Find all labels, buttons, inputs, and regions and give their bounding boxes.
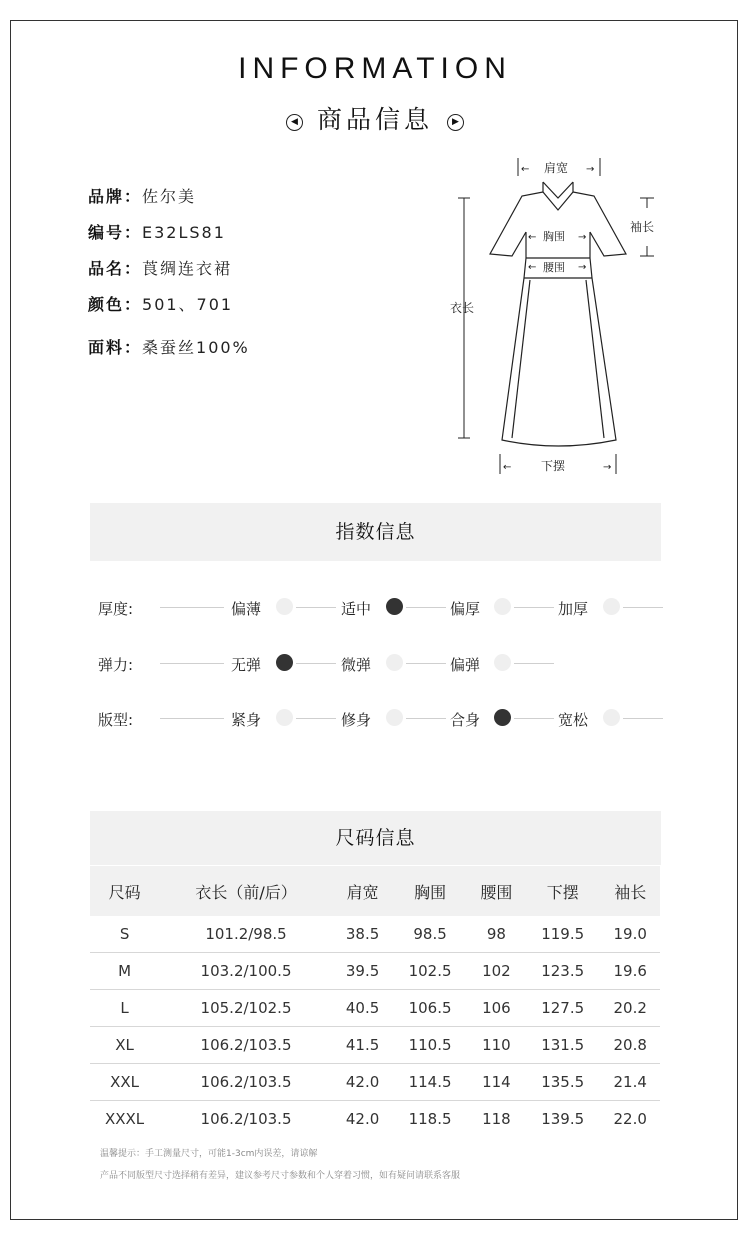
size-table [90,866,660,1137]
table-cell: 135.5 [525,1064,601,1101]
info-value: 佐尔美 [142,187,197,206]
track-line [160,663,224,664]
table-cell: XL [90,1027,159,1064]
table-cell: 98 [468,916,525,953]
option-label: 合身 [450,711,481,729]
table-cell: 19.0 [600,916,660,953]
label-length: 衣长 [450,301,475,315]
subtitle-text: 商品信息 [316,105,433,134]
arrow-right-icon: ▶ [447,114,464,131]
option-label: 宽松 [558,711,589,729]
option-dot [603,598,620,615]
table-cell: M [90,953,159,990]
table-cell: 123.5 [525,953,601,990]
option-label: 微弹 [341,656,372,674]
svg-text:→: → [578,232,587,243]
dress-diagram [440,150,680,490]
info-code [88,220,226,243]
table-cell: 118 [482,1110,511,1128]
table-cell: 114 [468,1064,525,1101]
col-length: 衣长（前/后） [159,866,333,916]
option-label: 偏弹 [450,656,481,674]
table-cell: L [90,990,159,1027]
track-line [296,607,336,608]
track-line [296,718,336,719]
size-title: 尺码信息 [90,811,661,865]
table-cell: 20.8 [600,1027,660,1064]
table-cell: 110 [468,1027,525,1064]
option-label: 修身 [341,711,372,729]
svg-text:→: → [578,262,587,273]
option-label: 偏厚 [450,600,481,618]
svg-text:←: ← [528,262,537,273]
option-dot [603,709,620,726]
index-row-thickness [98,598,668,622]
track-line [160,607,224,608]
track-line [514,607,554,608]
table-cell: 106.2/103.5 [159,1027,333,1064]
index-title: 指数信息 [90,503,661,561]
table-header-row [90,866,660,916]
info-value: 501、701 [142,295,234,314]
info-name [88,256,232,279]
table-cell: 42.0 [345,1110,380,1128]
table-cell: 22.0 [613,1110,647,1128]
option-label: 适中 [341,600,372,618]
table-cell: XXL [90,1064,159,1101]
index-label: 版型: [98,711,134,729]
option-dot [386,709,403,726]
option-dot [276,598,293,615]
table-cell: XXXL [104,1110,145,1128]
dress-outline [490,182,626,446]
svg-text:←: ← [503,462,512,473]
table-cell: 40.5 [333,990,392,1027]
table-row [90,1027,660,1064]
option-dot [386,654,403,671]
table-cell: 39.5 [333,953,392,990]
index-label: 厚度: [98,600,134,618]
table-cell: 42.0 [333,1064,392,1101]
track-line [623,607,663,608]
option-label: 无弹 [231,656,262,674]
note-tip: 温馨提示：手工测量尺寸，可能1-3cm内误差，请谅解 [100,1149,318,1159]
info-brand [88,184,196,207]
info-label: 品牌： [88,187,143,206]
col-hem: 下摆 [525,866,601,916]
table-cell: 103.2/100.5 [159,953,333,990]
col-waist: 腰围 [468,866,525,916]
label-chest: 胸围 [543,230,565,243]
option-dot [494,654,511,671]
track-line [406,718,446,719]
option-label: 偏薄 [231,600,262,618]
note-advice: 产品不同版型尺寸选择稍有差异，建议参考尺寸参数和个人穿着习惯，如有疑问请联系客服 [100,1171,461,1181]
svg-text:←: ← [521,164,530,175]
track-line [296,663,336,664]
table-cell: 38.5 [333,916,392,953]
option-dot [494,598,511,615]
option-label: 紧身 [231,711,262,729]
table-row [90,916,660,953]
track-line [514,663,554,664]
info-color [88,292,233,315]
index-row-elasticity [98,654,668,678]
table-cell: 20.2 [600,990,660,1027]
table-row [90,1101,660,1138]
table-cell: 102 [468,953,525,990]
table-cell: 102.5 [392,953,468,990]
table-cell: 106.2/103.5 [200,1110,292,1128]
table-cell: 119.5 [525,916,601,953]
track-line [514,718,554,719]
table-cell: 106.5 [392,990,468,1027]
track-line [406,607,446,608]
option-dot [276,709,293,726]
label-waist: 腰围 [543,261,565,274]
table-cell: 106.2/103.5 [159,1064,333,1101]
info-value: 桑蚕丝100% [142,338,250,357]
table-cell: 114.5 [392,1064,468,1101]
info-label: 编号： [88,223,143,242]
table-cell: S [90,916,159,953]
track-line [160,718,224,719]
option-dot-selected [494,709,511,726]
svg-text:→: → [586,164,595,175]
svg-text:←: ← [528,232,537,243]
track-line [406,663,446,664]
info-fabric [88,335,250,358]
table-cell: 41.5 [333,1027,392,1064]
option-dot-selected [386,598,403,615]
label-shoulder: 肩宽 [544,161,569,175]
index-row-fit [98,709,668,733]
table-cell: 101.2/98.5 [159,916,333,953]
table-cell: 110.5 [392,1027,468,1064]
page-title: INFORMATION [238,52,512,85]
measure-lines [458,158,654,474]
option-dot-selected [276,654,293,671]
col-shoulder: 肩宽 [333,866,392,916]
label-sleeve: 袖长 [630,220,655,234]
table-row [90,953,660,990]
option-label: 加厚 [558,600,589,618]
table-cell: 19.6 [600,953,660,990]
info-label: 颜色： [88,295,143,314]
arrow-left-icon: ◀ [286,114,303,131]
info-value: 莨绸连衣裙 [142,259,233,278]
col-size: 尺码 [90,866,159,916]
info-label: 品名： [88,259,143,278]
measure-arrows [503,164,611,473]
table-cell: 118.5 [408,1110,452,1128]
table-cell: 139.5 [541,1110,585,1128]
label-hem: 下摆 [541,459,566,473]
col-chest: 胸围 [392,866,468,916]
table-cell: 131.5 [525,1027,601,1064]
info-value: E32LS81 [142,223,226,242]
table-row [90,990,660,1027]
index-label: 弹力: [98,656,134,674]
page-subtitle [0,100,750,136]
table-cell: 98.5 [392,916,468,953]
table-cell: 106 [468,990,525,1027]
table-cell: 105.2/102.5 [159,990,333,1027]
info-label: 面料： [88,338,143,357]
table-cell: 127.5 [525,990,601,1027]
track-line [623,718,663,719]
col-sleeve: 袖长 [600,866,660,916]
table-row [90,1064,660,1101]
table-cell: 21.4 [600,1064,660,1101]
svg-text:→: → [603,462,612,473]
